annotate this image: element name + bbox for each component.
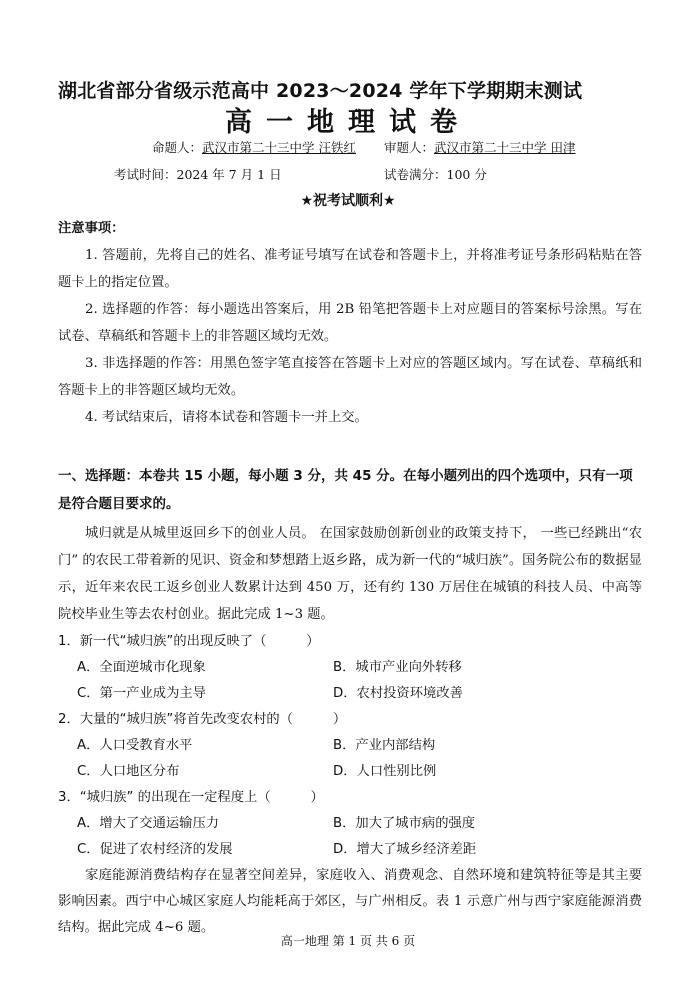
section-one xyxy=(58,462,642,941)
setter-line xyxy=(152,138,356,156)
passage-2: 家庭能源消费结构存在显著空间差异，家庭收入、消费观念、自然环境和建筑特征等是其主要影响因素。西宁中心城区家庭人均能耗高于郊区，与广州相反。表 1 示意广州与西宁家庭能源消费结构。据此完成 4~6 题。 xyxy=(58,868,642,935)
question-3-options-row1 xyxy=(58,811,642,837)
page-footer: 高一地理 第 1 页 共 6 页 xyxy=(280,934,416,948)
setter-label: 命题人： xyxy=(152,140,203,155)
option-a: A．全面逆城市化现象 xyxy=(77,660,206,675)
question-1-options-row2 xyxy=(58,681,642,707)
reviewer-label: 审题人： xyxy=(384,140,435,155)
option-b: B．加大了城市病的强度 xyxy=(333,816,476,831)
option-d: D．增大了城乡经济差距 xyxy=(333,842,477,857)
note-item: 3. 非选择题的作答：用黑色签字笔直接答在答题卡上对应的答题区域内。写在试卷、草稿纸和答题卡上的非答题区域均无效。 xyxy=(58,356,642,398)
option-c: C．第一产业成为主导 xyxy=(77,686,206,701)
page-title: 高一地理试卷 xyxy=(225,107,471,138)
question-2: 2．大量的“城归族”将首先改变农村的（ ） xyxy=(58,712,347,727)
full-score: 试卷满分：100 分 xyxy=(384,167,487,182)
reviewer-name: 武汉市第二十三中学 田津 xyxy=(434,140,576,155)
question-1: 1．新一代“城归族”的出现反映了（ ） xyxy=(58,634,320,649)
option-b: B．产业内部结构 xyxy=(333,738,436,753)
exam-series-title: 湖北省部分省级示范高中 2023～2024 学年下学期期末测试 xyxy=(58,80,583,102)
option-d: D．农村投资环境改善 xyxy=(333,686,463,701)
setter-name: 武汉市第二十三中学 汪铁红 xyxy=(202,140,356,155)
option-b: B．城市产业向外转移 xyxy=(333,660,462,675)
option-c: C．人口地区分布 xyxy=(77,764,180,779)
question-3-options-row2 xyxy=(58,837,642,863)
question-3: 3．“城归族” 的出现在一定程度上（ ） xyxy=(58,790,324,805)
notes-title: 注意事项： xyxy=(58,221,125,236)
blessing: ★祝考试顺利★ xyxy=(300,193,396,209)
section-heading: 一、选择题：本卷共 15 小题，每小题 3 分，共 45 分。在每小题列出的四个选项中，只有一项是符合题目要求的。 xyxy=(58,468,633,512)
notes-section xyxy=(58,215,642,431)
option-c: C．促进了农村经济的发展 xyxy=(77,842,233,857)
passage-1: 城归就是从城里返回乡下的创业人员。 在国家鼓励创新创业的政策支持下， 一些已经跳出“农门” 的农民工带着新的见识、资金和梦想踏上返乡路，成为新一代的“城归族”。国务院公布的数据显示，近年来农民工返乡创业人数累计达到 450 万，还有约 130 万居住在城镇的科技人员、中高等院校毕业生等去农村创业。据此完成 1~3 题。 xyxy=(58,526,642,622)
option-a: A．人口受教育水平 xyxy=(77,738,193,753)
exam-time: 考试时间：2024 年 7 月 1 日 xyxy=(114,167,282,182)
note-item: 4. 考试结束后，请将本试卷和答题卡一并上交。 xyxy=(85,410,368,425)
note-item: 1. 答题前，先将自己的姓名、准考证号填写在试卷和答题卡上，并将准考证号条形码粘贴在答题卡上的指定位置。 xyxy=(58,248,642,290)
note-item: 2. 选择题的作答：每小题选出答案后，用 2B 铅笔把答题卡上对应题目的答案标号涂黑。写在试卷、草稿纸和答题卡上的非答题区域均无效。 xyxy=(58,302,642,344)
question-2-options-row1 xyxy=(58,733,642,759)
reviewer-line xyxy=(384,138,576,156)
question-2-options-row2 xyxy=(58,759,642,785)
option-d: D．人口性别比例 xyxy=(333,764,437,779)
option-a: A．增大了交通运输压力 xyxy=(77,816,220,831)
question-1-options-row1 xyxy=(58,655,642,681)
